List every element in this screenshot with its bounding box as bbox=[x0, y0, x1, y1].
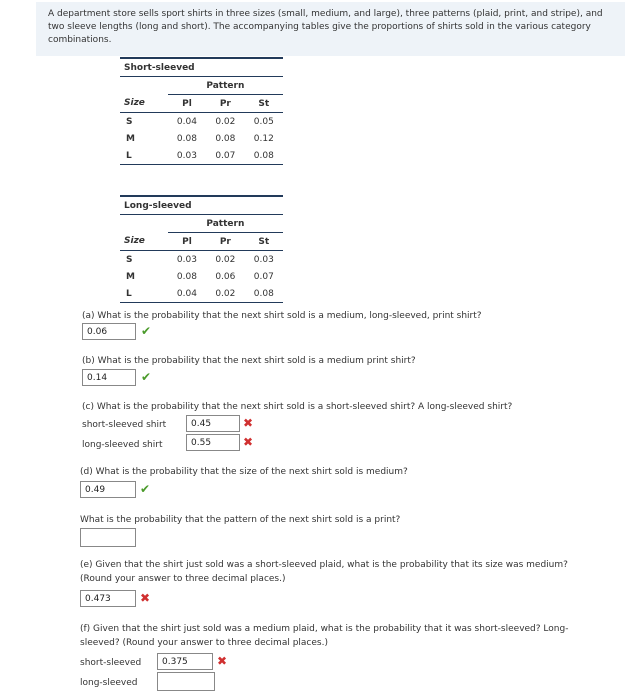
size-header: Size bbox=[120, 95, 168, 113]
table-title: Long-sleeved bbox=[120, 196, 283, 215]
cell: 0.08 bbox=[245, 285, 283, 303]
question-d2-text: What is the probability that the pattern of the next shirt sold is a print? bbox=[80, 515, 401, 525]
cell: 0.08 bbox=[215, 133, 236, 144]
cell: 0.05 bbox=[253, 116, 274, 127]
question-b-text: (b) What is the probability that the next shirt sold is a medium print shirt? bbox=[82, 356, 416, 366]
cross-icon: ✖ bbox=[243, 435, 254, 449]
table-row bbox=[120, 251, 283, 269]
cell: 0.02 bbox=[206, 285, 244, 303]
row-label: L bbox=[120, 285, 168, 303]
cell: 0.12 bbox=[253, 133, 274, 144]
cell: 0.02 bbox=[215, 254, 236, 265]
question-e-instruction: (Round your answer to three decimal places.) bbox=[80, 574, 286, 584]
cross-icon: ✖ bbox=[217, 654, 228, 668]
row-label: M bbox=[126, 133, 135, 144]
cell: 0.03 bbox=[253, 254, 274, 265]
cell: 0.08 bbox=[176, 271, 197, 282]
question-f-instruction: sleeved? (Round your answer to three decimal places.) bbox=[80, 638, 328, 648]
col-header-stripe: St bbox=[245, 95, 283, 113]
cell: 0.08 bbox=[245, 147, 283, 165]
cross-icon: ✖ bbox=[140, 591, 151, 605]
cell: 0.07 bbox=[206, 147, 244, 165]
question-a-text: (a) What is the probability that the next shirt sold is a medium, long-sleeved, print shirt? bbox=[82, 311, 482, 321]
answer-b-field[interactable]: 0.14 bbox=[82, 369, 136, 386]
table-row bbox=[120, 285, 283, 303]
col-header-print: Pr bbox=[206, 95, 244, 113]
long-sleeved-shirt-label: long-sleeved shirt bbox=[82, 440, 163, 450]
question-f-text: (f) Given that the shirt just sold was a medium plaid, what is the probability that it was short-sleeved? Long- bbox=[80, 624, 569, 634]
short-sleeved-table bbox=[120, 57, 283, 165]
answer-c-long-field[interactable]: 0.55 bbox=[186, 434, 240, 451]
col-header-stripe: St bbox=[245, 233, 283, 251]
long-sleeved-table bbox=[120, 195, 283, 303]
table-row bbox=[120, 130, 283, 147]
short-sleeved-label: short-sleeved bbox=[80, 658, 142, 668]
cell: 0.08 bbox=[176, 133, 197, 144]
cell: 0.03 bbox=[176, 254, 197, 265]
answer-a-field[interactable]: 0.06 bbox=[82, 323, 136, 340]
problem-statement bbox=[36, 2, 625, 56]
cell: 0.06 bbox=[215, 271, 236, 282]
answer-f-long-field[interactable] bbox=[157, 672, 215, 691]
question-d-text: (d) What is the probability that the size of the next shirt sold is medium? bbox=[80, 467, 408, 477]
size-header: Size bbox=[120, 233, 168, 251]
col-header-plaid: Pl bbox=[168, 233, 206, 251]
row-label: L bbox=[120, 147, 168, 165]
check-icon: ✔ bbox=[140, 482, 151, 496]
cell: 0.03 bbox=[168, 147, 206, 165]
table-row bbox=[120, 113, 283, 131]
answer-f-short-field[interactable]: 0.375 bbox=[157, 653, 213, 670]
long-sleeved-label: long-sleeved bbox=[80, 678, 138, 688]
col-header-plaid: Pl bbox=[168, 95, 206, 113]
row-label: M bbox=[126, 271, 135, 282]
check-icon: ✔ bbox=[141, 370, 152, 384]
table-title: Short-sleeved bbox=[120, 58, 283, 77]
pattern-header: Pattern bbox=[168, 215, 283, 233]
cell: 0.04 bbox=[168, 285, 206, 303]
row-label: S bbox=[126, 254, 133, 265]
cell: 0.02 bbox=[215, 116, 236, 127]
table-row bbox=[120, 268, 283, 285]
problem-text: A department store sells sport shirts in three sizes (small, medium, and large), three patterns (plaid, print, and stripe), and two sleeve lengths (long and short). The accompanying tables give the proportions of shirts sold in the various category combinations. bbox=[48, 9, 603, 45]
answer-d-field[interactable]: 0.49 bbox=[80, 481, 136, 498]
row-label: S bbox=[126, 116, 133, 127]
question-c-text: (c) What is the probability that the next shirt sold is a short-sleeved shirt? A long-sleeved shirt? bbox=[82, 402, 513, 412]
answer-d2-field[interactable] bbox=[80, 528, 136, 547]
col-header-print: Pr bbox=[206, 233, 244, 251]
answer-e-field[interactable]: 0.473 bbox=[80, 590, 136, 607]
answer-c-short-field[interactable]: 0.45 bbox=[186, 415, 240, 432]
pattern-header: Pattern bbox=[168, 77, 283, 95]
cell: 0.07 bbox=[253, 271, 274, 282]
short-sleeved-shirt-label: short-sleeved shirt bbox=[82, 420, 167, 430]
cell: 0.04 bbox=[176, 116, 197, 127]
check-icon: ✔ bbox=[141, 324, 152, 338]
table-row bbox=[120, 147, 283, 165]
question-e-text: (e) Given that the shirt just sold was a short-sleeved plaid, what is the probability that its size was medium? bbox=[80, 560, 568, 570]
cross-icon: ✖ bbox=[243, 416, 254, 430]
